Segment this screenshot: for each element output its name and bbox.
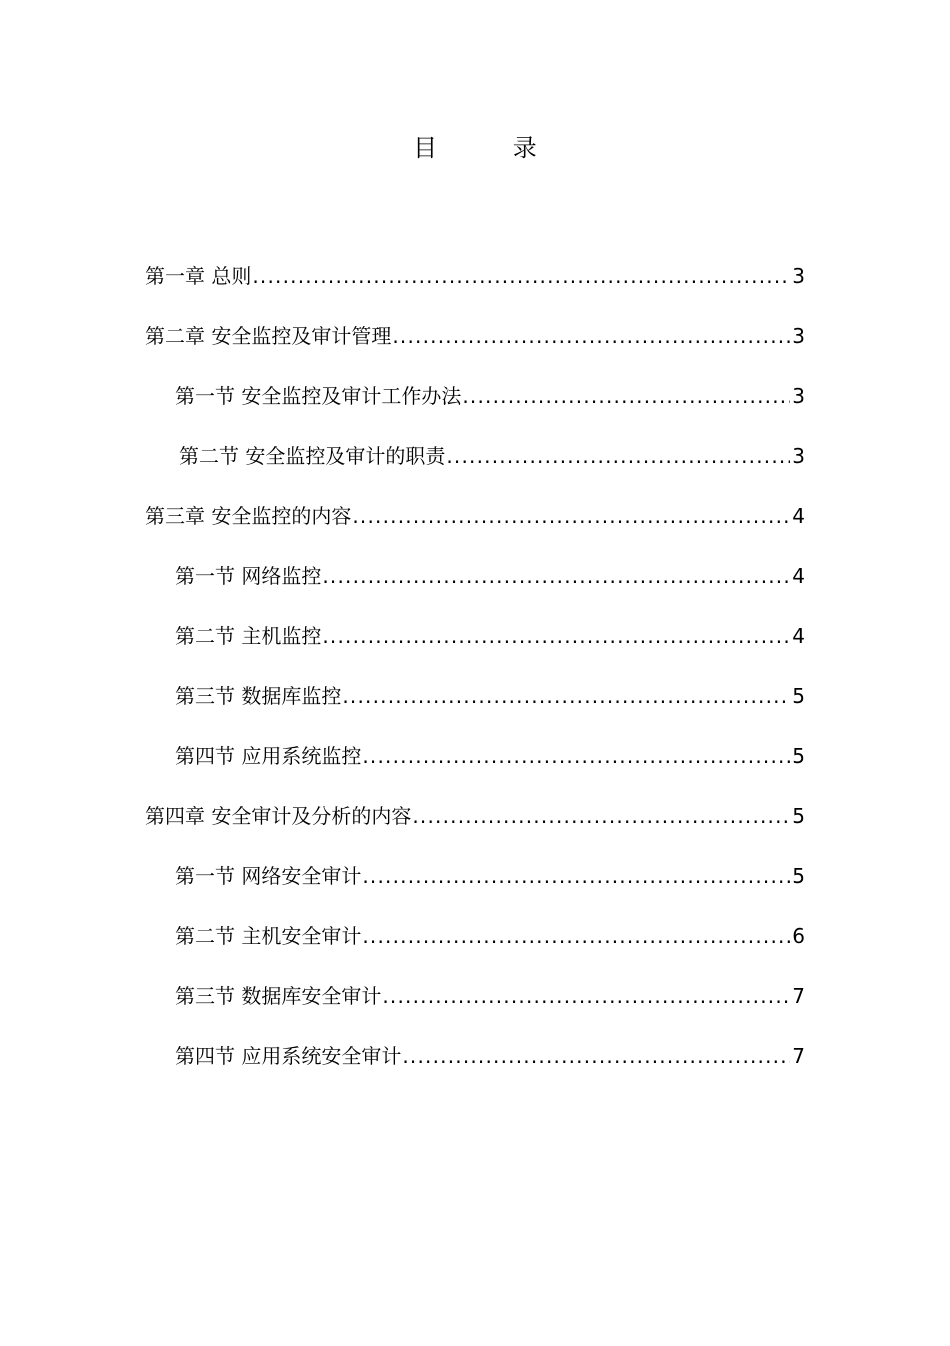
dot-leader (382, 966, 790, 1026)
dot-leader (362, 906, 790, 966)
toc-entry-chapter-3-section-2[interactable] (145, 606, 805, 666)
toc-entry-page: 4 (792, 624, 805, 648)
toc-entry-page: 5 (792, 684, 805, 708)
dot-leader (352, 486, 790, 546)
dot-leader (252, 246, 790, 306)
toc-entry-page: 7 (792, 984, 805, 1008)
toc-entry-label: 第二节 主机安全审计 (175, 924, 362, 948)
toc-entry-label: 第一章 总则 (145, 264, 252, 288)
toc-entry-label: 第四节 应用系统安全审计 (175, 1044, 402, 1068)
toc-entry-page: 3 (792, 264, 805, 288)
toc-entry-label: 第三节 数据库监控 (175, 684, 342, 708)
toc-entry-page: 3 (792, 324, 805, 348)
toc-entry-page: 3 (792, 444, 805, 468)
toc-entry-page: 5 (792, 864, 805, 888)
toc-entry-chapter-3-section-3[interactable] (145, 666, 805, 726)
table-of-contents (145, 246, 805, 1086)
toc-entry-label: 第一节 安全监控及审计工作办法 (175, 384, 462, 408)
toc-entry-label: 第一节 网络监控 (175, 564, 322, 588)
toc-entry-chapter-4[interactable] (145, 786, 805, 846)
toc-entry-label: 第二节 主机监控 (175, 624, 322, 648)
dot-leader (462, 366, 790, 426)
dot-leader (342, 666, 790, 726)
toc-entry-chapter-2-section-2[interactable] (145, 426, 805, 486)
toc-entry-chapter-3-section-1[interactable] (145, 546, 805, 606)
toc-entry-page: 7 (792, 1044, 805, 1068)
toc-entry-chapter-4-section-4[interactable] (145, 1026, 805, 1086)
toc-entry-page: 4 (792, 504, 805, 528)
toc-entry-page: 4 (792, 564, 805, 588)
toc-entry-label: 第四节 应用系统监控 (175, 744, 362, 768)
toc-entry-page: 5 (792, 804, 805, 828)
dot-leader (322, 546, 790, 606)
toc-entry-chapter-2-section-1[interactable] (145, 366, 805, 426)
toc-entry-page: 3 (792, 384, 805, 408)
toc-entry-chapter-3-section-4[interactable] (145, 726, 805, 786)
toc-entry-chapter-4-section-2[interactable] (145, 906, 805, 966)
dot-leader (322, 606, 790, 666)
toc-title: 目 录 (413, 134, 571, 163)
dot-leader (412, 786, 790, 846)
toc-entry-label: 第三节 数据库安全审计 (175, 984, 382, 1008)
toc-entry-page: 5 (792, 744, 805, 768)
toc-entry-chapter-3[interactable] (145, 486, 805, 546)
dot-leader (392, 306, 790, 366)
toc-entry-chapter-4-section-3[interactable] (145, 966, 805, 1026)
dot-leader (362, 726, 790, 786)
toc-entry-page: 6 (792, 924, 805, 948)
dot-leader (402, 1026, 790, 1086)
dot-leader (446, 426, 790, 486)
toc-entry-label: 第四章 安全审计及分析的内容 (145, 804, 412, 828)
dot-leader (362, 846, 790, 906)
toc-entry-chapter-4-section-1[interactable] (145, 846, 805, 906)
toc-entry-chapter-2[interactable] (145, 306, 805, 366)
toc-entry-label: 第三章 安全监控的内容 (145, 504, 352, 528)
toc-entry-label: 第二章 安全监控及审计管理 (145, 324, 392, 348)
toc-entry-chapter-1[interactable] (145, 246, 805, 306)
toc-entry-label: 第一节 网络安全审计 (175, 864, 362, 888)
toc-entry-label: 第二节 安全监控及审计的职责 (179, 444, 446, 468)
